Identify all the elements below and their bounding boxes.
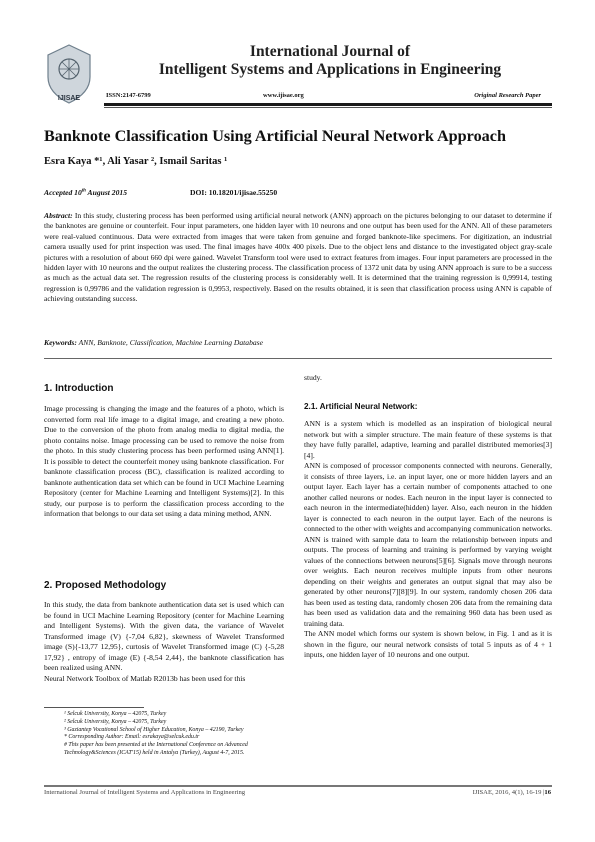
accepted-label: Accepted 10 — [44, 188, 82, 197]
accepted-rest: August 2015 — [85, 188, 127, 197]
methodology-paragraph-2: Neural Network Toolbox of Matlab R2013b has been used for this — [44, 673, 246, 683]
footer-journal-name: International Journal of Intelligent Systems and Applications in Engineering — [44, 789, 246, 796]
footnotes — [64, 711, 284, 758]
journal-title — [110, 43, 550, 79]
methodology-paragraph-1: In this study, the data from banknote authentication data set is used which can be found in UCI Machine Learning Repository (center for Machine Learning and Intelligent Systems). With the given data, the variance of Wavelet Transformed image (V) {-7,04 6,82}, skewness of Wavelet Transformed image (S){-13,77 12,95}, curtosis of Wavelet Transformed image (C) {-5,28 17,92} , entropy of image (E) {-8,54 2,44}, the banknote classification has been realized using ANN. — [44, 600, 284, 672]
journal-website-link[interactable]: www.ijisae.org — [263, 92, 304, 99]
keywords — [44, 338, 552, 347]
footnote: * Corresponding Author: Email: esrakaya@selcuk.edu.tr — [64, 734, 200, 741]
section-heading-ann: 2.1. Artificial Neural Network: — [304, 402, 418, 411]
footnote: ¹ Selcuk University, Konya – 42075, Turkey — [64, 711, 167, 717]
footer-citation-text: IJISAE, 2016, 4(1), 16-19 | — [472, 789, 545, 796]
section-heading-methodology: 2. Proposed Methodology — [44, 580, 167, 591]
issn: ISSN:2147-6799 — [106, 92, 151, 99]
header-divider-thin — [104, 107, 552, 108]
authors: Esra Kaya *¹, Ali Yasar ², Ismail Saritas ¹ — [44, 156, 228, 167]
ann-text — [304, 419, 552, 661]
methodology-text — [44, 600, 284, 684]
introduction-paragraph: Image processing is changing the image and the features of a photo, which is converted form real life image to a digital image, and creating a new photo. Due to the conversion of the photo from analog media to digital media, the photo contains noise. Image processing can be used to remove the noise from the photo. In this study clustering process has been performed using ANN[1]. It is possible to detect the counterfeit money using banknote classification. For banknote classification process (BC), classification is realized according to banknote authentication data set which can be found in UCI Machine Learning Repository (center for Machine Learning and Intelligent Systems)[2]. In this study, our purpose is to perform the classification process according to the information that belongs to our data set using a data mining method, ANN. — [44, 404, 284, 518]
accepted-sup: th — [81, 188, 86, 194]
keywords-label: Keywords: — [44, 338, 77, 347]
introduction-text — [44, 404, 284, 520]
keywords-text: ANN, Banknote, Classification, Machine Learning Database — [76, 338, 264, 347]
keywords-divider — [44, 358, 552, 359]
footer-citation — [473, 789, 551, 796]
ann-paragraph-2: ANN is composed of processor components connected with neurons. Generally, it consists of three layers, i.e. an input layer, one or more hidden layers and an output layer. Each layer has a certain number of components attached to one another called neurons or nodes. Each neuron in the input layer is connected to each neuron in the intermediate(hidden) layer. Also, each neuron in the hidden layer is connected to each neuron in the output layer. Each of the neurons is connected to the other with weights and accompanying communication networks. ANN is trained with sample data to learn the relationship between inputs and outputs. The process of learning and training is performed by varying weight values of the connections between neurons[5][6]. Signals move through neurons over weights. Each neuron receives multiple inputs from other neurons depending on their weights and generates an output signal that may also be generated by other neurons[7][8][9]. In our system, randomly chosen 206 data has been used as testing data, randomly chosen 206 data from the remaining data has been used as validation data and the remaining 960 data has been used as training data. — [304, 461, 552, 628]
header-divider — [104, 103, 552, 106]
footnote: ² Selcuk University, Konya – 42075, Turkey — [64, 718, 167, 725]
journal-logo — [40, 43, 98, 107]
doi[interactable]: DOI: 10.18201/ijisae.55250 — [190, 188, 278, 197]
journal-title-line1: International Journal of — [249, 43, 411, 60]
svg-text:IJISAE: IJISAE — [57, 95, 81, 102]
paper-type: Original Research Paper — [474, 92, 541, 99]
abstract-text: In this study, clustering process has been performed using artificial neural network (ANN) approach on the pictures belonging to our dataset to determine if the banknotes are genuine or counterfeit. Four input parameters, one hidden layer with 10 neurons and one output has been used for the ANN. All of these parameters were real-valued continuous. Data were extracted from images that were taken from genuine and forged banknote-like specimens. For digitization, an industrial camera usually used for print inspection was used. The final images have 400x 400 pixels. Due to the object lens and distance to the investigated object gray-scale pictures with a resolution of about 660 dpi were gained. Wavelet Transform tool were used to extract features from images. Four input parameters are processed in the hidden layer with 10 neurons and the output realizes the clustering process. The classification process of 1372 unit data by using ANN approach is sure to be a success as much as the actual data set. The regression results of the clustering process is considerably well. It is determined that the training regression is 0,99914, testing regression is 0,99786 and the validation regression is 0,9953, respectively. Based on the results obtained, it is seen that classification process using ANN is capable of achieving outstanding success. — [44, 211, 552, 304]
ann-paragraph-1: ANN is a system which is modelled as an inspiration of biological neural network but with a simpler structure. The main feature of these systems is that they have fully parallel, adaptive, learning and parallel distributed memories[3][4]. — [304, 419, 552, 460]
section-heading-introduction: 1. Introduction — [44, 383, 114, 394]
right-column-continuation: study. — [304, 373, 322, 382]
footnote: ³ Gaziantep Vocational School of Higher Education, Konya – 42190, Turkey — [64, 726, 244, 733]
abstract — [44, 211, 552, 305]
ann-paragraph-3: The ANN model which forms our system is shown below, in Fig. 1 and as it is shown in the figure, our neural network consists of total 5 inputs as of 4 + 1 inputs, one hidden layer of 10 neurons and one output. — [304, 629, 552, 659]
page-number: 16 — [544, 789, 551, 796]
abstract-label: Abstract: — [44, 211, 73, 220]
footnote: # This paper has been presented at the International Conference on Advanced Technology&Sciences (ICAT'15) held in Antalya (Turkey), August 4-7, 2015. — [64, 742, 248, 756]
journal-title-line2: Intelligent Systems and Applications in Engineering — [158, 61, 502, 78]
paper-title: Banknote Classification Using Artificial Neural Network Approach — [44, 127, 506, 145]
footnote-divider — [44, 707, 144, 708]
accepted-date — [44, 188, 127, 197]
footer-divider — [44, 785, 552, 787]
